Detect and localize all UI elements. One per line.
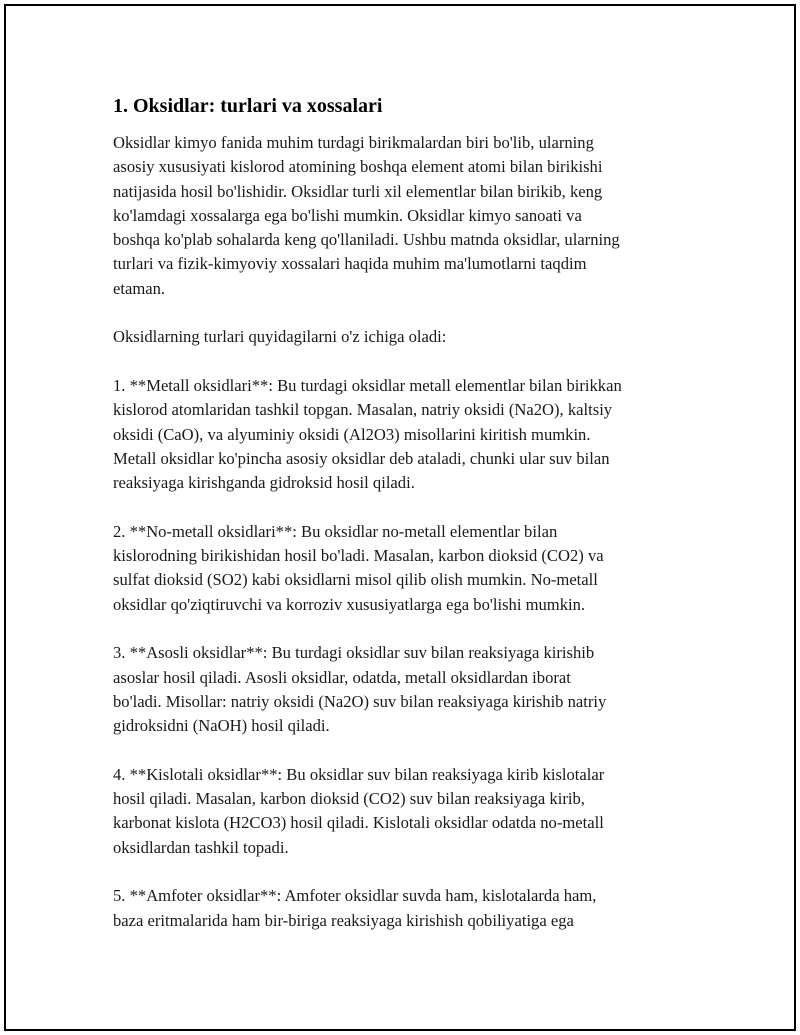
basic-oxides-paragraph: 3. **Asosli oksidlar**: Bu turdagi oksidlar suv bilan reaksiyaga kirishib asoslar hosil qiladi. Asosli oksidlar, odatda, metall oksidlardan iborat bo'ladi. Misollar: natriy oksidi (Na2O) suv bilan reaksiyaga kirishib natriy gidroksidni (NaOH) hosil qiladi. bbox=[113, 643, 607, 736]
amphoteric-oxides-paragraph: 5. **Amfoter oksidlar**: Amfoter oksidlar suvda ham, kislotalarda ham, baza eritmalarida ham bir-biriga reaksiyaga kirishish qobiliyatiga ega bbox=[113, 886, 597, 930]
metal-oxides-paragraph: 1. **Metall oksidlari**: Bu turdagi oksidlar metall elementlar bilan birikkan kislorod atomlaridan tashkil topgan. Masalan, natriy oksidi (Na2O), kaltsiy oksidi (CaO), va alyuminiy oksidi (Al2O3) misollarini kiritish mumkin. Metall oksidlar ko'pincha asosiy oksidlar deb ataladi, chunki ular suv bilan reaksiyaga kirishganda gidroksid hosil qiladi. bbox=[113, 375, 622, 493]
types-intro-paragraph: Oksidlarning turlari quyidagilarni o'z ichiga oladi: bbox=[113, 327, 447, 347]
acidic-oxides-paragraph: 4. **Kislotali oksidlar**: Bu oksidlar suv bilan reaksiyaga kirib kislotalar hosil qiladi. Masalan, karbon dioksid (CO2) suv bilan reaksiyaga kirib, karbonat kislota (H2CO3) hosil qiladi. Kislotali oksidlar odatda no-metall oksidlardan tashkil topadi. bbox=[113, 764, 605, 857]
intro-paragraph: Oksidlar kimyo fanida muhim turdagi birikmalardan biri bo'lib, ularning asosiy xususiyati kislorod atomining boshqa element atomi bilan birikishi natijasida hosil bo'lishidir. Oksidlar turli xil elementlar bilan birikib, keng ko'lamdagi xossalarga ega bo'lishi mumkin. Oksidlar kimyo sanoati va boshqa ko'plab sohalarda keng qo'llaniladi. Ushbu matnda oksidlar, ularning turlari va fizik-kimyoviy xossalari haqida muhim ma'lumotlarni taqdim etaman. bbox=[113, 133, 620, 298]
document-title: 1. Oksidlar: turlari va xossalari bbox=[113, 95, 383, 117]
document-body bbox=[113, 92, 693, 957]
nonmetal-oxides-paragraph: 2. **No-metall oksidlari**: Bu oksidlar no-metall elementlar bilan kislorodning birikishidan hosil bo'ladi. Masalan, karbon dioksid (CO2) va sulfat dioksid (SO2) kabi oksidlarni misol qilib olish mumkin. No-metall oksidlar qo'ziqtiruvchi va korroziv xususiyatlarga ega bo'lishi mumkin. bbox=[113, 521, 604, 614]
